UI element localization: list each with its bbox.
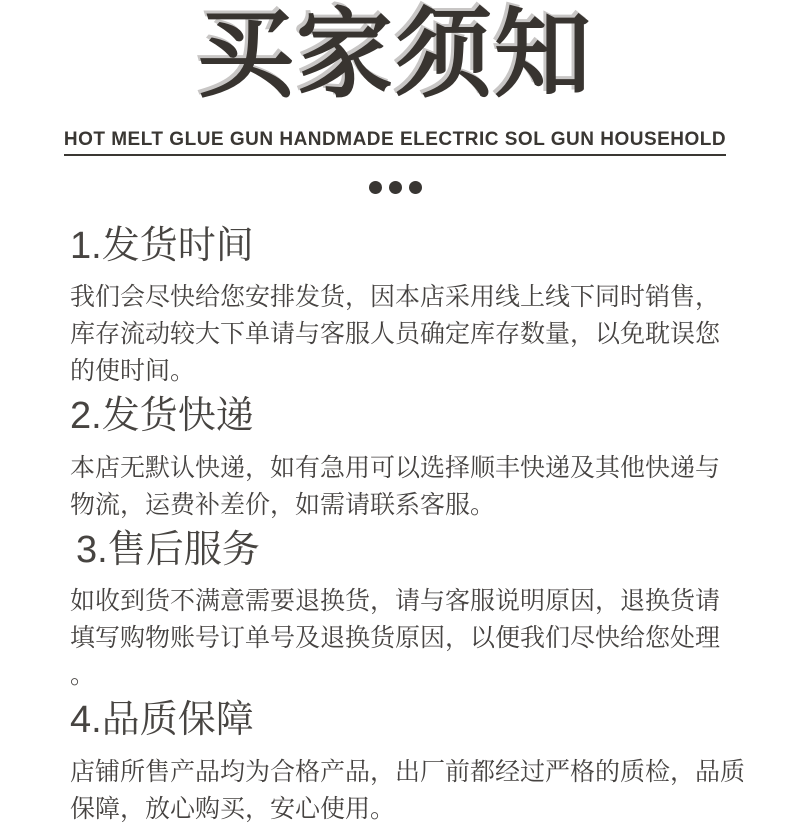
body-line: 本店无默认快递，如有急用可以选择顺丰快递及其他快递与 [70,453,721,482]
dot-icon [389,181,402,194]
body-line: 物流，运费补差价，如需请联系客服。 [70,490,496,519]
header [0,0,790,194]
section-shipping-time [70,222,734,390]
notice-content [0,194,790,828]
section-quality-guarantee [70,696,746,827]
body-line: 店铺所售产品均为合格产品，出厂前都经过严格的质检，品质 [70,757,746,786]
section-heading: 3.售后服务 [76,528,260,571]
section-heading: 4.品质保障 [70,699,254,742]
body-line: 保障，放心购买，安心使用。 [70,794,396,823]
body-line: 的使时间。 [70,357,196,386]
section-shipping-express [70,392,734,523]
page-subtitle: HOT MELT GLUE GUN HANDMADE ELECTRIC SOL GUN HOUSEHOLD [64,129,726,156]
page-title: 买家须知 [197,0,593,109]
divider-dots-icon [0,181,790,194]
dot-icon [409,181,422,194]
body-line: 填写购物账号订单号及退换货原因，以便我们尽快给您处理 [70,624,721,653]
section-heading: 1.发货时间 [70,224,254,267]
body-line: 我们会尽快给您安排发货，因本店采用线上线下同时销售， [70,283,721,312]
body-line: 。 [70,661,96,690]
section-after-sales [70,526,734,694]
section-heading: 2.发货快递 [70,395,254,438]
body-line: 库存流动较大下单请与客服人员确定库存数量，以免耽误您 [70,320,721,349]
body-line: 如收到货不满意需要退换货，请与客服说明原因，退换货请 [70,587,721,616]
dot-icon [369,181,382,194]
